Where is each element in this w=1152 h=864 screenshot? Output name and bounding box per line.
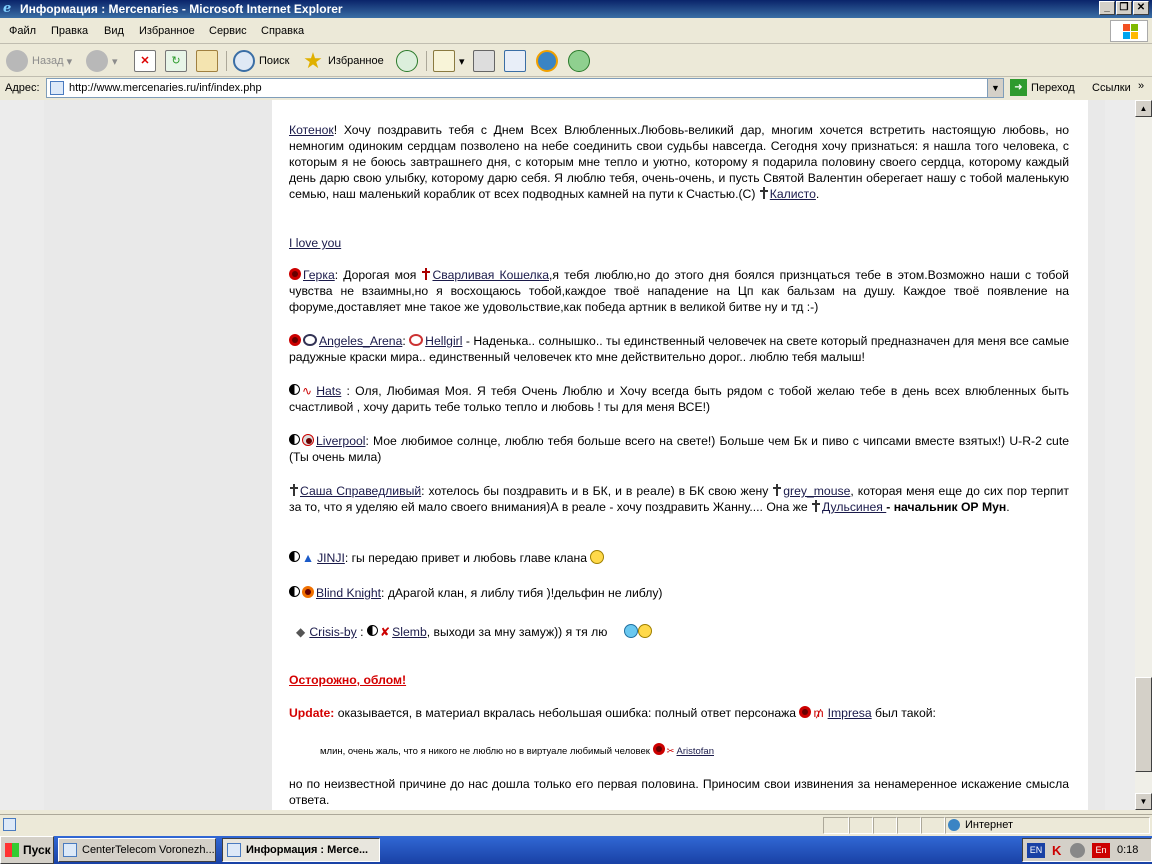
links-button[interactable]: Ссылки [1092, 82, 1131, 94]
toolbar [0, 45, 1152, 77]
smiley-icon [590, 550, 604, 564]
name-link[interactable]: Hellgirl [425, 334, 463, 348]
minimize-button[interactable]: _ [1099, 1, 1115, 15]
ie-icon: e [3, 1, 12, 16]
name-link[interactable]: Slemb [392, 625, 427, 639]
update-label: Update: [289, 706, 335, 720]
clan-icon [302, 434, 314, 446]
security-zone: Интернет [948, 819, 1013, 831]
vertical-scrollbar[interactable] [1135, 100, 1152, 810]
taskbar [0, 836, 1152, 864]
paragraph-blind-knight: Blind Knight: дАрагой клан, я либлу тибя )!дельфин не либлу) [289, 585, 1069, 601]
back-arrow-icon [6, 50, 28, 72]
menu-view[interactable]: Вид [104, 25, 124, 37]
name-link[interactable]: JINJI [317, 551, 345, 565]
yin-yang-icon [289, 384, 300, 395]
name-link[interactable]: Liverpool [316, 434, 366, 448]
paragraph-hats: ∿ Hats : Оля, Любимая Моя. Я тебя Очень Люблю и Хочу всегда быть рядом с тобой желаю тебе в день всех влюбленных быть счастливой , хочу дарить тебе только тепло и любовь ! ты для меня ВСЕ!) [289, 384, 1069, 414]
scroll-thumb[interactable] [1135, 677, 1152, 772]
smiley-icon [638, 624, 652, 638]
windows-flag-icon [5, 843, 19, 857]
forward-arrow-icon [86, 50, 108, 72]
shield-icon: ◆ [296, 625, 306, 639]
antivirus-icon[interactable]: K [1052, 843, 1062, 858]
maximize-button[interactable]: ❐ [1116, 1, 1132, 15]
system-tray [1022, 838, 1152, 862]
yin-yang-icon [367, 625, 378, 636]
discuss-button[interactable] [536, 48, 562, 74]
ie-page-icon [63, 843, 77, 857]
title-bar [0, 0, 1152, 18]
back-button[interactable]: Назад ▾ [6, 48, 72, 74]
yin-yang-icon [289, 434, 300, 445]
start-button[interactable]: Пуск [0, 836, 54, 864]
menu-bar [0, 18, 1152, 44]
ie-page-icon [227, 843, 241, 857]
left-column [44, 100, 272, 810]
name-link[interactable]: grey_mouse [783, 484, 851, 498]
address-bar [0, 77, 1152, 99]
warning-heading[interactable]: Осторожно, облом! [289, 673, 407, 687]
name-link[interactable]: Blind Knight [316, 586, 382, 600]
printer-icon [473, 50, 495, 72]
clock: 0:18 [1117, 844, 1139, 856]
task-informatsiya[interactable]: Информация : Merce... [222, 838, 380, 862]
stop-button[interactable] [134, 48, 160, 74]
star-icon: ★ [303, 48, 323, 73]
name-link[interactable]: Angeles_Arena [319, 334, 403, 348]
address-label: Адрес: [5, 82, 40, 94]
clan-icon [653, 743, 665, 755]
page-viewport [0, 100, 1135, 810]
keyboard-layout-indicator[interactable]: En [1092, 843, 1110, 858]
cross-icon [811, 500, 821, 512]
links-expand-icon[interactable]: » [1138, 80, 1145, 92]
favorites-button[interactable]: ★ Избранное [303, 48, 384, 73]
triangle-icon: ▲ [302, 551, 315, 565]
language-indicator[interactable]: EN [1027, 843, 1045, 858]
tray-icon[interactable] [1070, 843, 1085, 858]
address-input[interactable] [46, 78, 1004, 98]
paragraph-angeles: Angeles_Arena: Hellgirl - Наденька.. солнышко.. ты единственный человечек на свете который предназначен для меня все самые радужные краски мира.. единственный человечек кто мне действительно дорог.. люблю тебя малыш! [289, 334, 1069, 364]
emblem-icon: ✂ [666, 746, 675, 757]
edit-page-icon [504, 50, 526, 72]
name-link[interactable]: Crisis-by [309, 625, 357, 639]
name-link[interactable]: Сварливая Кошелка [432, 268, 550, 282]
scroll-down-icon[interactable]: ▼ [1135, 793, 1152, 810]
go-button[interactable]: ➜ Переход [1010, 79, 1075, 96]
paragraph-gerka: Герка: Дорогая моя Сварливая Кошелка,я тебя люблю,но до этого дня боялся признцаться тебе в этом.Возможно наши с тобой чувства не взаимны,но я восхощаюсь тобой,каждое твоё нападение на Цп как бальзам на душу. Каждое твоё появление на форуме,доставляет мне такое же удовольствие,как победа артник в великой битве ну и тд :-) [289, 268, 1069, 314]
paragraph-liverpool: Liverpool: Мое любимое солнце, люблю тебя больше всего на свете!) Больше чем Бк и пиво с чипсами вместе взятых!) U-R-2 cute (Ты очень мила) [289, 434, 1069, 464]
quote: млин, очень жаль, что я никого не люблю но в виртуале любимый человек ✂ Aristofan [320, 743, 1100, 760]
emblem-icon: ✘ [379, 625, 391, 639]
history-button[interactable] [396, 48, 422, 74]
paragraph-jinji: ▲ JINJI: гы передаю привет и любовь главе клана [289, 550, 1069, 566]
search-button[interactable]: Поиск [233, 48, 289, 74]
scroll-up-icon[interactable]: ▲ [1135, 100, 1152, 117]
paragraph-apology: но по неизвестной причине до нас дошла только его первая половина. Приносим свои извинения за ненамеренное искажение смысла ответа. [289, 777, 1069, 807]
emblem-icon: ₥ [813, 706, 824, 720]
menu-file[interactable]: Файл [9, 25, 37, 37]
messenger-button[interactable] [568, 48, 594, 74]
mail-button[interactable]: ▾ [433, 48, 465, 74]
name-link[interactable]: Aristofan [676, 746, 714, 757]
clan-icon [799, 706, 811, 718]
name-link[interactable]: Калисто [769, 187, 816, 201]
article-content [272, 100, 1088, 810]
spiral-icon [303, 334, 317, 346]
windows-logo-icon [1110, 20, 1148, 42]
bird-smiley-icon [624, 624, 638, 638]
name-link[interactable]: Hats [316, 384, 342, 398]
mail-icon [433, 50, 455, 72]
clan-icon [289, 334, 301, 346]
print-button[interactable] [473, 48, 499, 74]
page-status-icon [3, 818, 16, 831]
cross-icon [759, 187, 769, 199]
heading-i-love-you[interactable]: I love you [289, 236, 342, 250]
menu-favorites[interactable]: Избранное [139, 25, 195, 37]
name-link[interactable]: Impresa [827, 706, 872, 720]
cross-icon [289, 484, 299, 496]
paragraph-update: Update: оказывается, в материал вкралась небольшая ошибка: полный ответ персонажа ₥ Impresa был такой: [289, 706, 936, 720]
address-dropdown[interactable]: ▼ [987, 79, 1003, 97]
task-centertelecom[interactable]: CenterTelecom Voronezh... [58, 838, 216, 862]
menu-help[interactable]: Справка [261, 25, 305, 37]
name-link[interactable]: Саша Справедливый [300, 484, 422, 498]
yin-yang-icon [289, 551, 300, 562]
clan-icon [302, 586, 314, 598]
home-button[interactable] [196, 48, 222, 74]
forward-button[interactable]: ▾ [86, 48, 118, 74]
cross-icon [772, 484, 782, 496]
paragraph-sasha: Саша Справедливый: хотелось бы поздравить и в БК, и в реале) в БК свою жену grey_mouse, которая меня еще до сих пор терпит за то, что я уделяю ей мало своего внимания)А в реале - хочу поздравить Жанну.... Она же Дульсинея - начальник ОР Мун. [289, 484, 1069, 514]
history-icon [396, 50, 418, 72]
messenger-icon [568, 50, 590, 72]
name-link[interactable]: Котенок [289, 123, 334, 137]
stop-icon: ✕ [134, 50, 156, 72]
edit-button[interactable] [504, 48, 530, 74]
status-bar [0, 814, 1152, 836]
globe-icon [948, 819, 960, 831]
name-link[interactable]: Дульсинея [822, 500, 887, 514]
spiral-icon [409, 334, 423, 346]
close-button[interactable]: ✕ [1133, 1, 1149, 15]
go-arrow-icon: ➜ [1010, 79, 1027, 96]
heartbeat-icon: ∿ [302, 384, 313, 398]
menu-edit[interactable]: Правка [51, 25, 89, 37]
name-link[interactable]: Герка [303, 268, 335, 282]
menu-tools[interactable]: Сервис [209, 25, 247, 37]
clan-icon [289, 268, 301, 280]
right-column [1088, 100, 1105, 810]
paragraph-crisis: ◆ Crisis-by : ✘ Slemb, выходи за мну замуж)) я тя лю [296, 624, 1076, 640]
window-title: Информация : Mercenaries - Microsoft Internet Explorer [20, 2, 343, 16]
page-icon [50, 81, 64, 95]
paragraph-kotenok: Котенок! Хочу поздравить тебя с Днем Всех Влюбленных.Любовь-великий дар, многим хочется встретить настоящую любовь, но немногим одиноким сердцам позволено на небе соединить свои судьбы навсегда. Сегодня хочу признаться: я нашла того человека, с которым я не боюсь завтрашнего дня, с которым мне тепло и уютно, которому я подарила половину своего сердца, которому каждый день дарю свою улыбку, которому дарю себя. Я люблю тебя, очень-очень, и пусть Святой Валентин оберегает нашу с тобой маленькую семью, наш маленький кораблик от всех подводных камней на пути к Счастью.(С) Калисто. [289, 123, 1069, 201]
search-icon [233, 50, 255, 72]
home-icon [196, 50, 218, 72]
yin-yang-icon [289, 586, 300, 597]
address-url: http://www.mercenaries.ru/inf/index.php [69, 82, 262, 94]
cross-icon [421, 268, 431, 280]
discuss-icon [536, 50, 558, 72]
refresh-icon: ↻ [165, 50, 187, 72]
refresh-button[interactable] [165, 48, 191, 74]
